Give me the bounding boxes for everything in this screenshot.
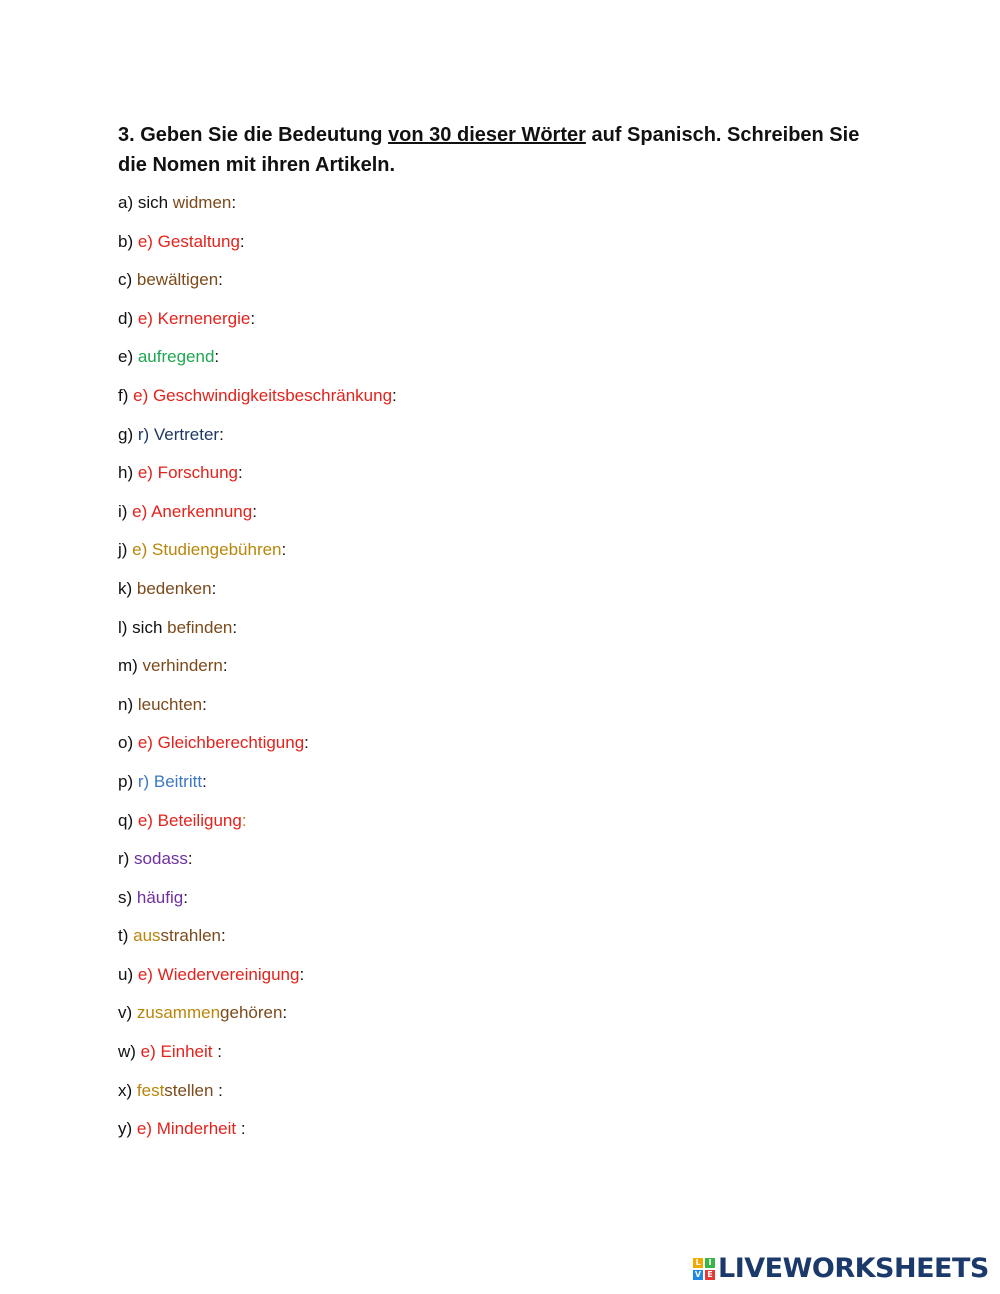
logo-tile: L — [693, 1258, 703, 1268]
vocabulary-item — [118, 1080, 878, 1102]
vocabulary-item-text: leuchten — [137, 694, 203, 714]
vocabulary-item — [118, 462, 878, 484]
vocabulary-item-text: : — [212, 1042, 222, 1062]
vocabulary-item-text: widmen — [172, 193, 232, 212]
vocabulary-item-text: : — [183, 887, 188, 907]
vocabulary-item-text: e) Kernenergie — [137, 308, 251, 328]
vocabulary-item-text: e) Geschwindigkeitsbeschränkung — [133, 385, 393, 405]
vocabulary-item-text: : — [281, 540, 287, 560]
vocabulary-item-text: : — [222, 656, 228, 676]
vocabulary-item — [118, 231, 878, 253]
vocabulary-item — [118, 385, 878, 407]
vocabulary-item-text: : — [231, 193, 237, 212]
vocabulary-item-text: bewältigen — [136, 270, 219, 290]
vocabulary-item-text: : — [214, 347, 220, 367]
vocabulary-item — [118, 887, 878, 909]
vocabulary-item — [118, 1118, 878, 1140]
vocabulary-item-text: e) Studiengebühren — [132, 540, 282, 560]
vocabulary-item-text: e) Forschung — [137, 463, 239, 483]
vocabulary-item — [118, 694, 878, 716]
vocabulary-item-text: : — [392, 385, 397, 405]
vocabulary-item-text: : — [232, 617, 238, 637]
vocabulary-item-text: b) — [118, 231, 138, 251]
liveworksheets-logo-icon — [693, 1258, 715, 1280]
vocabulary-item-text: h) — [118, 463, 138, 483]
vocabulary-item-text: bedenken — [136, 578, 212, 598]
vocabulary-item-text: e) Anerkennung — [132, 501, 253, 521]
vocabulary-item-text: : — [236, 1119, 246, 1139]
logo-tile: E — [705, 1270, 715, 1280]
heading-text-part2: auf Spanisch. Schreiben Sie die Nomen mit ihren Artikeln. — [118, 124, 860, 176]
vocabulary-item — [118, 501, 878, 523]
vocabulary-item — [118, 810, 878, 832]
vocabulary-item-text: : — [304, 733, 309, 753]
vocabulary-item-text: t) — [118, 926, 134, 946]
vocabulary-item-text: : — [187, 849, 193, 869]
vocabulary-item-text: : — [282, 1003, 288, 1023]
vocabulary-item — [118, 346, 878, 368]
vocabulary-item-text: e) Einheit — [140, 1042, 213, 1062]
vocabulary-item-text: zusammen — [136, 1003, 221, 1023]
vocabulary-item — [118, 539, 878, 561]
logo-tile: V — [694, 1270, 702, 1279]
vocabulary-item — [118, 578, 878, 600]
vocabulary-item-text: e) Gestaltung — [137, 231, 240, 251]
vocabulary-item-text: : — [241, 810, 247, 830]
vocabulary-item-text: j) — [118, 540, 133, 560]
vocabulary-item-text: fest — [136, 1080, 165, 1100]
vocabulary-item — [118, 732, 878, 754]
vocabulary-item-text: x) — [118, 1080, 137, 1100]
vocabulary-item-text: f) — [118, 385, 134, 405]
vocabulary-item-text: r) Beitritt — [137, 771, 203, 791]
vocabulary-item-text: o) — [118, 733, 138, 753]
exercise-heading — [118, 120, 878, 180]
vocabulary-item-text: y) — [118, 1119, 137, 1139]
vocabulary-item-text: e) — [118, 347, 138, 367]
vocabulary-item-text: aufregend — [137, 347, 215, 367]
vocabulary-item — [118, 192, 878, 214]
vocabulary-item-text: d) — [118, 308, 138, 328]
vocabulary-item-text: : — [252, 501, 257, 521]
brand-name: LIVEWORKSHEETS — [718, 1253, 989, 1284]
vocabulary-item-text: n) — [118, 694, 138, 714]
vocabulary-item-text: gehören — [220, 1003, 283, 1023]
vocabulary-item-text: : — [218, 270, 223, 290]
vocabulary-item-text: r) — [118, 849, 135, 869]
vocabulary-item-text: e) Wiedervereinigung — [137, 964, 300, 984]
vocabulary-item-text: : — [202, 694, 207, 714]
vocabulary-item-text: : — [239, 231, 245, 251]
vocabulary-item-text: s) — [118, 887, 137, 907]
vocabulary-item-text: w) — [118, 1042, 141, 1062]
worksheet-page — [118, 120, 878, 1157]
heading-underlined: von 30 dieser Wörter — [388, 124, 586, 146]
vocabulary-item — [118, 424, 878, 446]
vocabulary-item-text: : — [202, 771, 207, 791]
exercise-number: 3. — [118, 124, 135, 146]
liveworksheets-brand — [693, 1254, 989, 1284]
vocabulary-item — [118, 269, 878, 291]
vocabulary-item-text: sodass — [134, 849, 188, 869]
heading-text-part1: Geben Sie die Bedeutung — [134, 124, 389, 146]
vocabulary-item-text: i) — [118, 501, 133, 521]
vocabulary-item-text: : — [213, 1080, 223, 1100]
vocabulary-item-text: stellen — [164, 1080, 214, 1100]
vocabulary-item — [118, 1002, 878, 1024]
vocabulary-item-text: r) Vertreter — [137, 424, 220, 444]
vocabulary-item — [118, 308, 878, 330]
vocabulary-item-text: l) sich — [118, 617, 168, 637]
vocabulary-item-text: e) Minderheit — [136, 1119, 237, 1139]
vocabulary-item-text: häufig — [136, 887, 184, 907]
vocabulary-item — [118, 1041, 878, 1063]
vocabulary-item-text: k) — [118, 578, 137, 598]
vocabulary-item-text: : — [299, 964, 305, 984]
vocabulary-item-text: m) — [118, 656, 143, 676]
vocabulary-item-text: a) sich — [118, 193, 173, 212]
vocabulary-item-text: : — [250, 308, 256, 328]
vocabulary-item — [118, 655, 878, 677]
vocabulary-item-text: v) — [118, 1003, 137, 1023]
vocabulary-item-text: e) Beteiligung — [137, 810, 242, 830]
vocabulary-item-text: q) — [118, 810, 138, 830]
vocabulary-item — [118, 964, 878, 986]
vocabulary-item-text: : — [238, 463, 243, 483]
vocabulary-item-text: aus — [133, 926, 161, 946]
vocabulary-item-text: : — [221, 926, 226, 946]
vocabulary-item-text: strahlen — [160, 926, 222, 946]
vocabulary-item-text: verhindern — [142, 656, 223, 676]
vocabulary-item — [118, 925, 878, 947]
vocabulary-item-text: g) — [118, 424, 138, 444]
vocabulary-item-text: : — [211, 578, 217, 598]
vocabulary-item-text: e) Gleichberechtigung — [137, 733, 305, 753]
vocabulary-item — [118, 771, 878, 793]
vocabulary-item-text: befinden — [167, 617, 233, 637]
vocabulary-list — [118, 192, 878, 1140]
vocabulary-item-text: c) — [118, 270, 137, 290]
vocabulary-item-text: p) — [118, 771, 138, 791]
vocabulary-item — [118, 617, 878, 639]
vocabulary-item-text: u) — [118, 964, 138, 984]
vocabulary-item-text: : — [219, 424, 224, 444]
vocabulary-item — [118, 848, 878, 870]
logo-tile: I — [705, 1258, 715, 1268]
